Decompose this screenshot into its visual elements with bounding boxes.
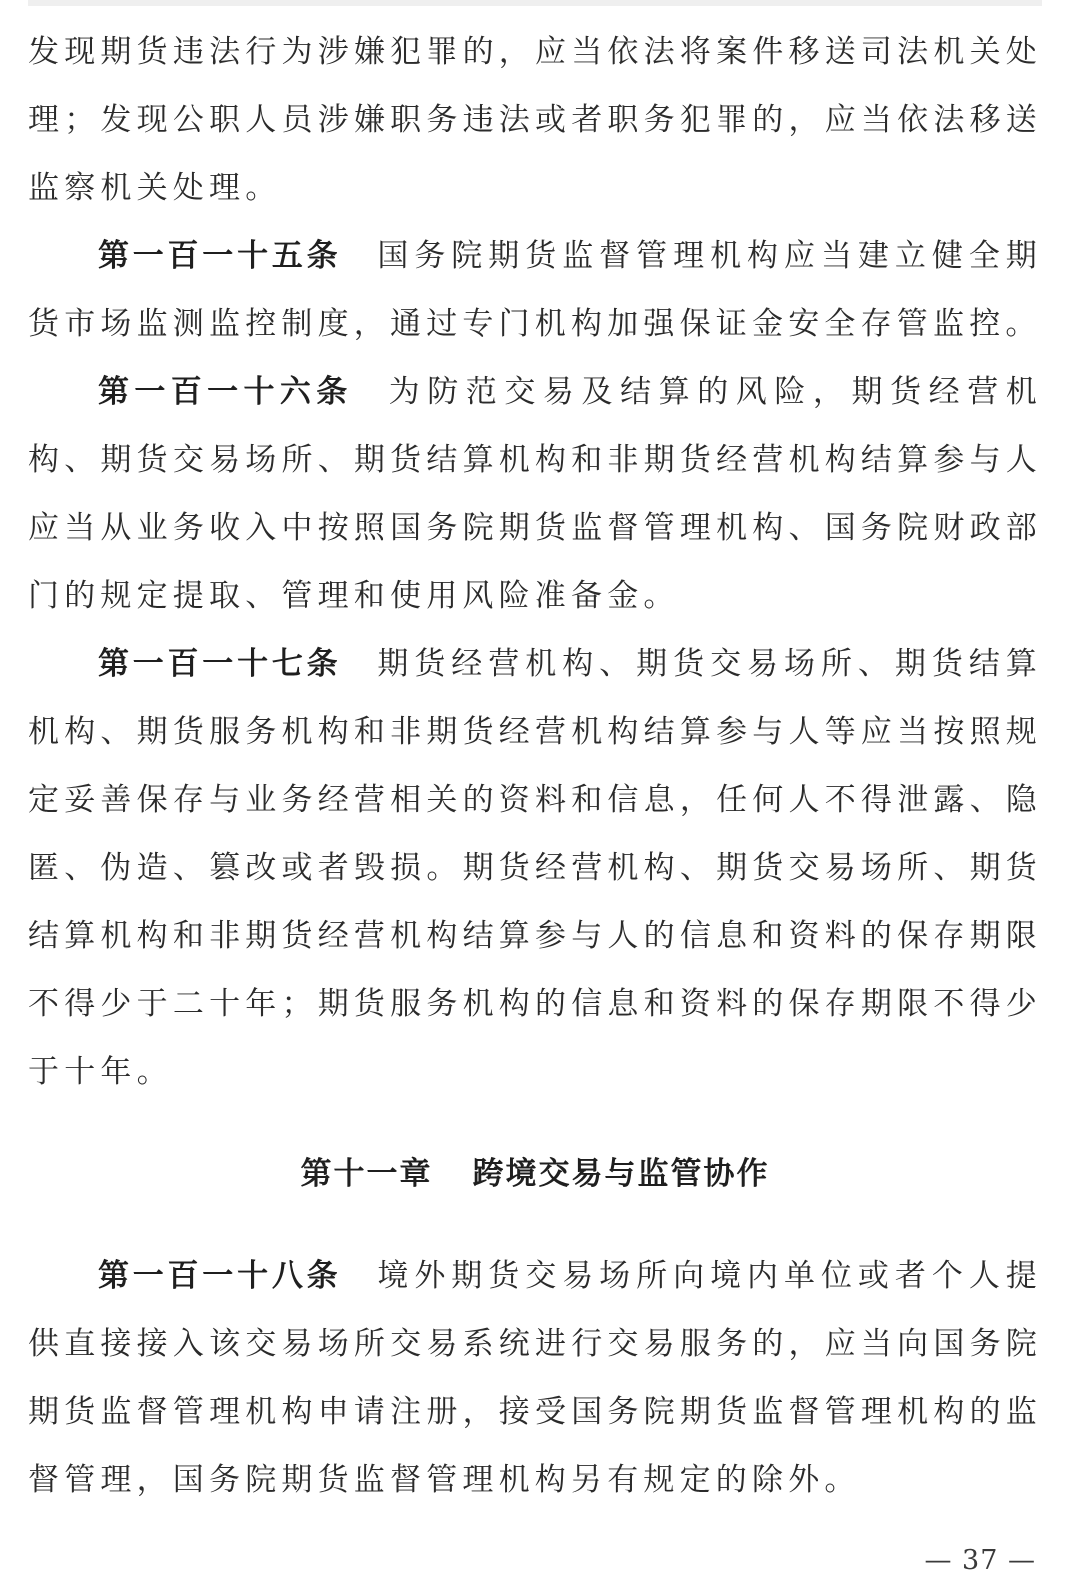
chapter-number: 第十一章 (300, 1156, 433, 1192)
article-body: 境外期货交易场所向境内单位或者个人提供直接接入该交易场所交易系统进行交易服务的，应当向国务院期货监督管理机构申请注册，接受国务院期货监督管理机构的监督管理，国务院期货监督管理机构另有规定的除外。 (28, 1258, 1042, 1498)
top-divider (28, 0, 1042, 6)
article-body: 国务院期货监督管理机构应当建立健全期货市场监测监控制度，通过专门机构加强保证金安全存管监控。 (28, 238, 1042, 342)
article-title: 第一百一十八条 (98, 1258, 342, 1294)
article-118 (28, 1242, 1042, 1514)
article-title: 第一百一十六条 (98, 374, 353, 410)
chapter-title: 跨境交易与监管协作 (472, 1156, 770, 1192)
article-body: 为防范交易及结算的风险，期货经营机构、期货交易场所、期货结算机构和非期货经营机构结算参与人应当从业务收入中按照国务院期货监督管理机构、国务院财政部门的规定提取、管理和使用风险准备金。 (28, 374, 1043, 614)
article-115 (28, 222, 1042, 358)
article-title: 第一百一十七条 (98, 646, 342, 682)
article-117 (28, 630, 1042, 1106)
page-number: — 37 — (924, 1545, 1036, 1576)
article-116 (28, 358, 1042, 630)
chapter-heading (28, 1140, 1042, 1208)
article-title: 第一百一十五条 (98, 238, 342, 274)
article-body: 期货经营机构、期货交易场所、期货结算机构、期货服务机构和非期货经营机构结算参与人等应当按照规定妥善保存与业务经营相关的资料和信息，任何人不得泄露、隐匿、伪造、篡改或者毁损。期货经营机构、期货交易场所、期货结算机构和非期货经营机构结算参与人的信息和资料的保存期限不得少于二十年；期货服务机构的信息和资料的保存期限不得少于十年。 (28, 646, 1042, 1090)
paragraph-continuation: 发现期货违法行为涉嫌犯罪的，应当依法将案件移送司法机关处理；发现公职人员涉嫌职务违法或者职务犯罪的，应当依法移送监察机关处理。 (28, 34, 1042, 206)
